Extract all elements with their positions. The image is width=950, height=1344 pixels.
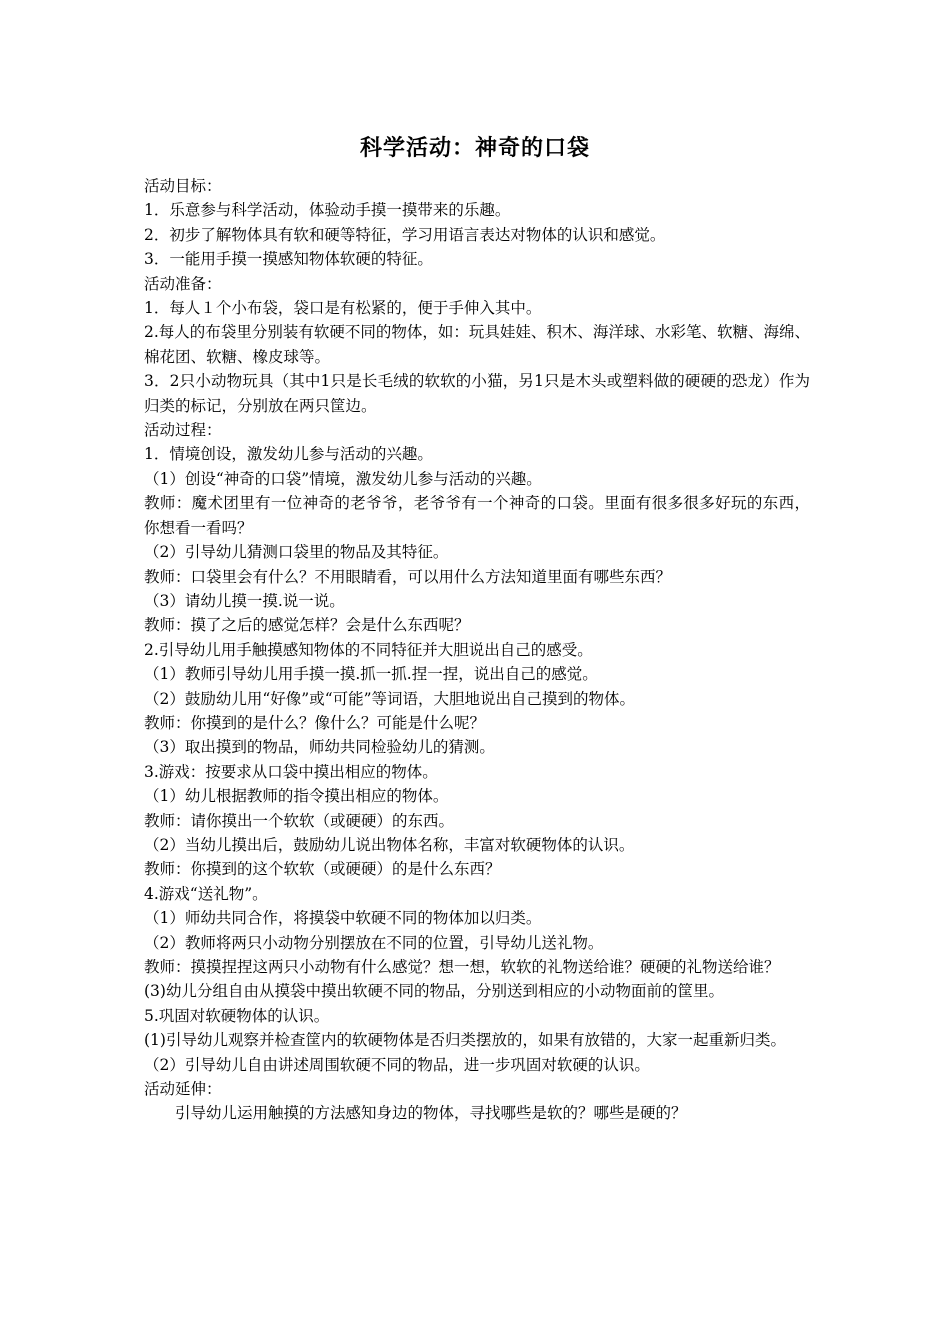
paragraph: （1）创设“神奇的口袋”情境，激发幼儿参与活动的兴趣。 <box>144 469 542 488</box>
paragraph: 教师：摸摸捏捏这两只小动物有什么感觉？想一想，软软的礼物送给谁？硬硬的礼物送给谁？ <box>144 958 780 976</box>
paragraph: 教师：请你摸出一个软软（或硬硬）的东西。 <box>144 811 455 830</box>
paragraph: 2.引导幼儿用手触摸感知物体的不同特征并大胆说出自己的感受。 <box>144 640 593 659</box>
paragraph: （2）教师将两只小动物分别摆放在不同的位置，引导幼儿送礼物。 <box>144 933 604 952</box>
paragraph: （2）鼓励幼儿用“好像”或“可能”等词语，大胆地说出自己摸到的物体。 <box>144 689 636 708</box>
paragraph: （2）当幼儿摸出后，鼓励幼儿说出物体名称，丰富对软硬物体的认识。 <box>144 835 635 854</box>
paragraph: 1．情境创设，激发幼儿参与活动的兴趣。 <box>144 445 433 464</box>
section-heading-preparation: 活动准备： <box>144 274 222 293</box>
paragraph: 3.游戏：按要求从口袋中摸出相应的物体。 <box>144 762 438 781</box>
paragraph: 3．2只小动物玩具（其中1只是长毛绒的软软的小猫，另1只是木头或塑料做的硬硬的恐龙）作为归类的标记，分别放在两只筐边。 <box>144 372 810 415</box>
paragraph: （1）幼儿根据教师的指令摸出相应的物体。 <box>144 787 449 806</box>
document-title: 科学活动：神奇的口袋 <box>359 136 590 161</box>
paragraph: (3)幼儿分组自由从摸袋中摸出软硬不同的物品，分别送到相应的小动物面前的筐里。 <box>144 982 724 1001</box>
paragraph: 2.每人的布袋里分别装有软硬不同的物体，如：玩具娃娃、积木、海洋球、水彩笔、软糖、海绵、棉花团、软糖、橡皮球等。 <box>144 323 810 366</box>
paragraph: 引导幼儿运用触摸的方法感知身边的物体，寻找哪些是软的？哪些是硬的？ <box>175 1104 687 1123</box>
paragraph: 1．乐意参与科学活动，体验动手摸一摸带来的乐趣。 <box>144 201 511 220</box>
section-heading-extension: 活动延伸： <box>144 1080 222 1099</box>
paragraph: 教师：摸了之后的感觉怎样？会是什么东西呢？ <box>144 616 470 635</box>
paragraph: （1）师幼共同合作，将摸袋中软硬不同的物体加以归类。 <box>144 909 542 928</box>
paragraph: 5.巩固对软硬物体的认识。 <box>144 1006 330 1025</box>
paragraph: 4.游戏“送礼物”。 <box>144 884 268 903</box>
paragraph: 教师：你摸到的是什么？像什么？可能是什么呢？ <box>144 713 486 732</box>
paragraph: 3．一能用手摸一摸感知物体软硬的特征。 <box>144 250 433 269</box>
paragraph: 2．初步了解物体具有软和硬等特征，学习用语言表达对物体的认识和感觉。 <box>144 225 666 244</box>
paragraph: 教师：魔术团里有一位神奇的老爷爷，老爷爷有一个神奇的口袋。里面有很多很多好玩的东西，你想看一看吗？ <box>144 494 810 537</box>
paragraph: （2）引导幼儿自由讲述周围软硬不同的物品，进一步巩固对软硬的认识。 <box>144 1055 650 1074</box>
section-heading-process: 活动过程： <box>144 421 222 440</box>
paragraph: (1)引导幼儿观察并检查筐内的软硬物体是否归类摆放的，如果有放错的，大家一起重新归类。 <box>144 1031 786 1050</box>
paragraph: 教师：口袋里会有什么？不用眼睛看，可以用什么方法知道里面有哪些东西？ <box>144 567 672 586</box>
document-body <box>144 174 810 1126</box>
paragraph: （1）教师引导幼儿用手摸一摸.抓一抓.捏一捏，说出自己的感觉。 <box>144 665 598 684</box>
paragraph: 1．每人１个小布袋，袋口是有松紧的，便于手伸入其中。 <box>144 299 542 318</box>
paragraph: （3）取出摸到的物品，师幼共同检验幼儿的猜测。 <box>144 738 495 757</box>
paragraph: 教师：你摸到的这个软软（或硬硬）的是什么东西？ <box>144 860 501 879</box>
paragraph: （3）请幼儿摸一摸.说一说。 <box>144 591 345 610</box>
section-heading-goals: 活动目标： <box>144 177 222 195</box>
paragraph: （2）引导幼儿猜测口袋里的物品及其特征。 <box>144 543 449 562</box>
